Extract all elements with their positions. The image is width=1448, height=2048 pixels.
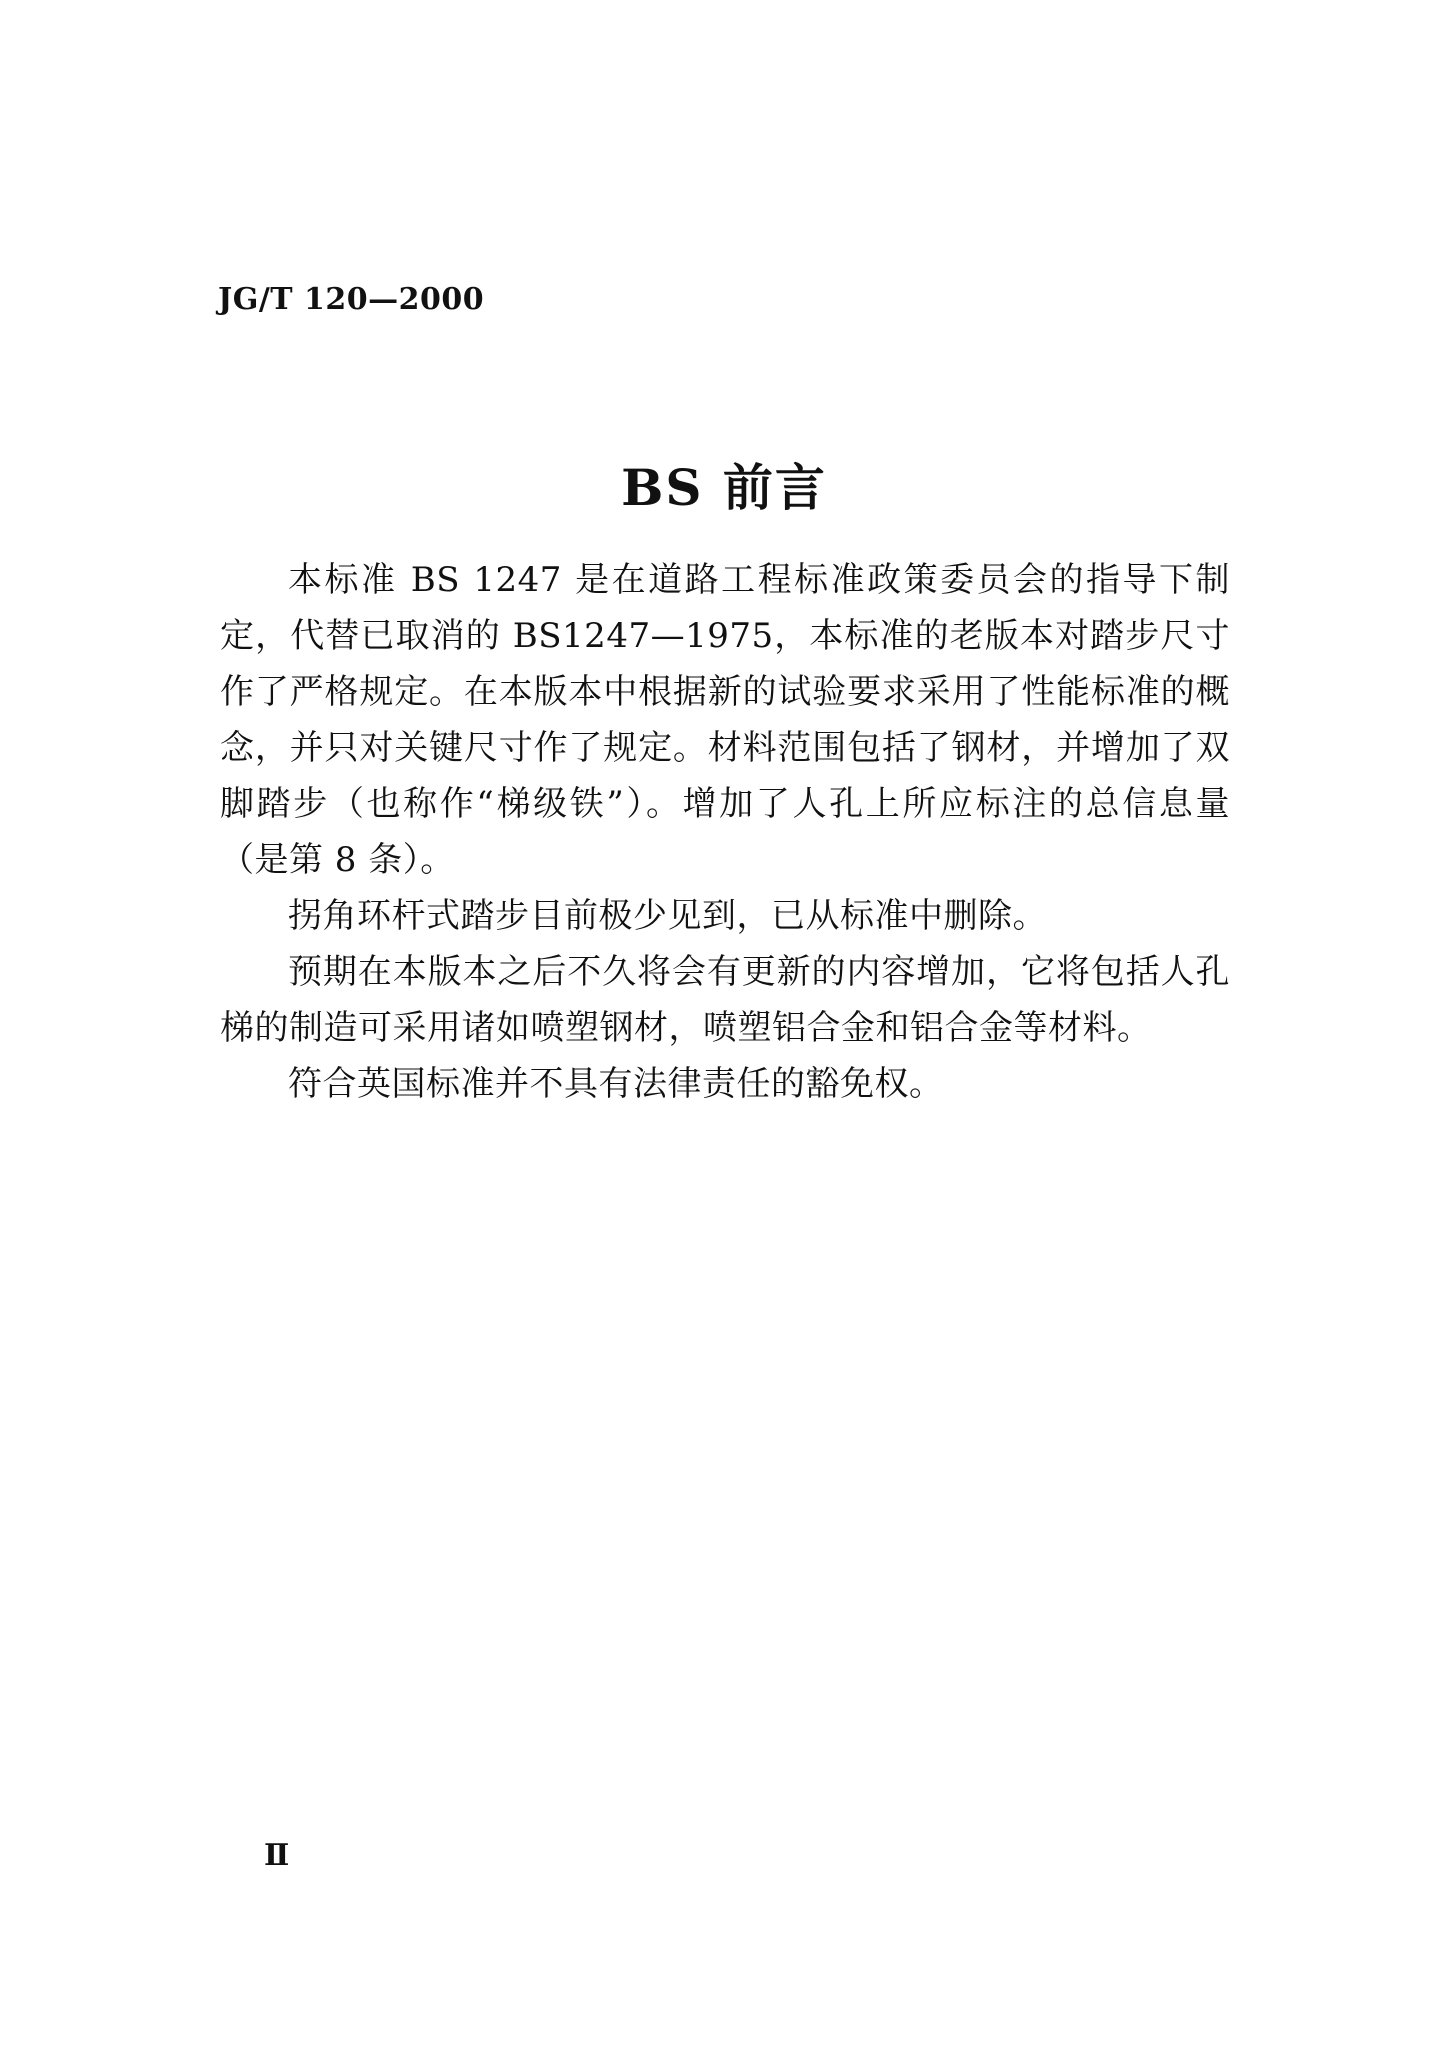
- body-text: [220, 552, 1230, 1112]
- paragraph-3: 预期在本版本之后不久将会有更新的内容增加，它将包括人孔梯的制造可采用诸如喷塑钢材，喷塑铝合金和铝合金等材料。: [220, 952, 1230, 1048]
- paragraph-2: 拐角环杆式踏步目前极少见到，已从标准中删除。: [288, 896, 1047, 936]
- paragraph-1: 本标准 BS 1247 是在道路工程标准政策委员会的指导下制定，代替已取消的 BS1247—1975，本标准的老版本对踏步尺寸作了严格规定。在本版本中根据新的试验要求采用了性能标准的概念，并只对关键尺寸作了规定。材料范围包括了钢材，并增加了双脚踏步（也称作“梯级铁”）。增加了人孔上所应标注的总信息量（是第 8 条）。: [220, 560, 1230, 880]
- paragraph-4: 符合英国标准并不具有法律责任的豁免权。: [288, 1064, 944, 1104]
- page-number: Ⅱ: [264, 1838, 290, 1873]
- standard-code: JG/T 120—2000: [218, 282, 485, 317]
- page-title: BS 前言: [621, 458, 827, 517]
